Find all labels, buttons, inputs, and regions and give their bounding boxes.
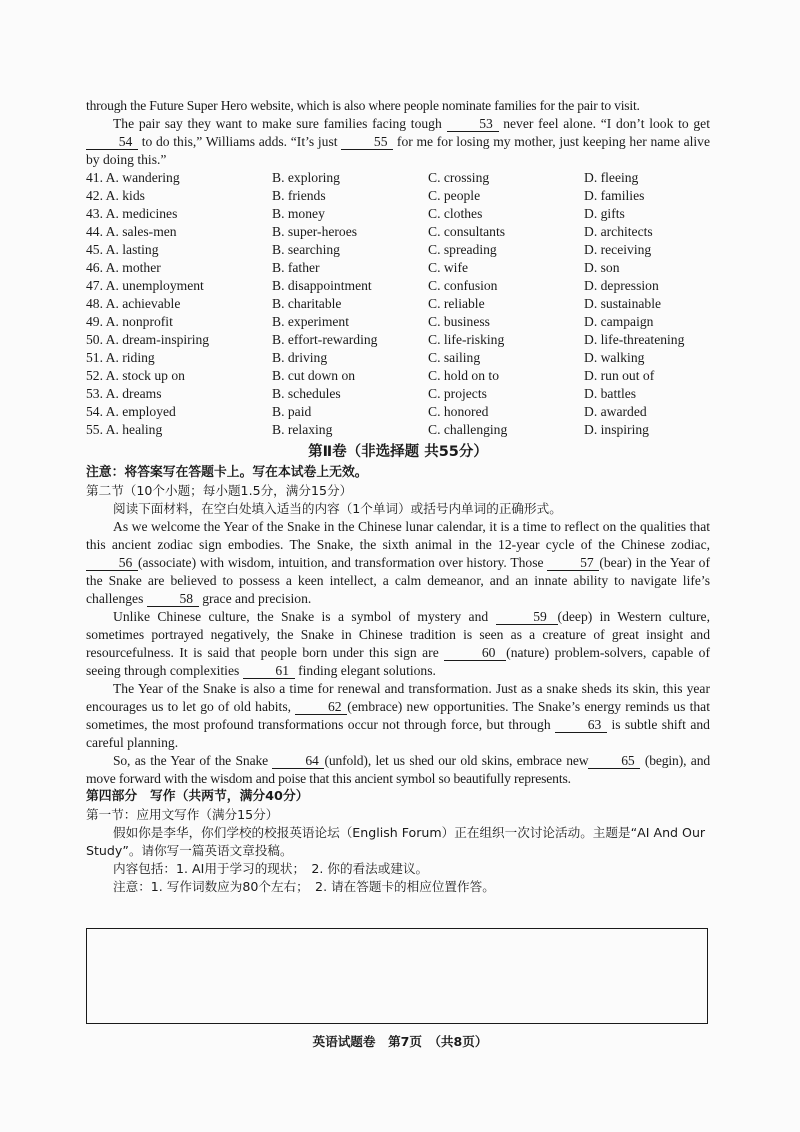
option-row: 41. A. wandering B. exploring C. crossing D. fleeing <box>86 170 639 185</box>
cloze-paragraph-2: Unlike Chinese culture, the Snake is a symbol of mystery and 59 (deep) in Western culture, sometimes portrayed negatively, the Snake in Chinese tradition is seen as a creature of great insight and resourcefulness. It is said that people born under this sign are 60 (nature) problem-solvers, capable of seeing through complexities 61 finding elegant solutions. <box>86 609 710 678</box>
option-row: 44. A. sales-men B. super-heroes C. consultants D. architects <box>86 224 653 239</box>
option-row: 49. A. nonprofit B. experiment C. business D. campaign <box>86 314 654 329</box>
option-row: 45. A. lasting B. searching C. spreading D. receiving <box>86 242 652 257</box>
option-row: 43. A. medicines B. money C. clothes D. gifts <box>86 206 625 221</box>
blank-56: 56 <box>86 555 138 571</box>
option-row: 46. A. mother B. father C. wife D. son <box>86 260 620 275</box>
instruction: 阅读下面材料，在空白处填入适当的内容（1个单词）或括号内单词的正确形式。 <box>113 501 562 516</box>
option-row: 50. A. dream-inspiring B. effort-rewarding C. life-risking D. life-threatening <box>86 332 685 347</box>
passage-paragraph: The pair say they want to make sure families facing tough 53 never feel alone. “I don’t look to get 54 to do this,” Williams adds. “It’s just 55 for me for losing my mother, just keeping her name alive by doing this.” <box>86 116 711 167</box>
cloze-paragraph-4: So, as the Year of the Snake 64 (unfold), let us shed our old skins, embrace new 65 (begin), and move forward with the wisdom and poise that this ancient symbol so beautifully represents. <box>86 753 710 786</box>
blank-55: 55 <box>341 134 393 150</box>
passage-line: through the Future Super Hero website, which is also where people nominate families for the pair to visit. <box>86 98 640 113</box>
option-row: 54. A. employed B. paid C. honored D. awarded <box>86 404 647 419</box>
blank-65: 65 <box>588 753 640 769</box>
answer-box <box>86 928 708 1024</box>
option-row: 42. A. kids B. friends C. people D. families <box>86 188 645 203</box>
blank-53: 53 <box>447 116 499 132</box>
writing-prompt: 假如你是李华，你们学校的校报英语论坛（English Forum）正在组织一次讨论活动。主题是“AI And Our Study”。请你写一篇英语文章投稿。 <box>86 825 706 858</box>
options-list <box>86 169 710 439</box>
part-2-note: 注意：将答案写在答题卡上。写在本试卷上无效。 <box>86 465 368 480</box>
blank-58: 58 <box>147 591 199 607</box>
page-content <box>86 97 710 896</box>
cloze-paragraph-3: The Year of the Snake is also a time for renewal and transformation. Just as a snake sheds its skin, this year encourages us to let go of old habits, 62 (embrace) new opportunities. The Snake’s energy reminds us that sometimes, the most profound transformations occur not through force, but through 63 is subtle shift and careful planning. <box>86 681 710 750</box>
blank-64: 64 <box>272 753 324 769</box>
writing-section-heading: 第一节：应用文写作（满分15分） <box>86 807 279 822</box>
section-heading: 第二节（10个小题；每小题1.5分，满分15分） <box>86 483 353 498</box>
option-row: 53. A. dreams B. schedules C. projects D. battles <box>86 386 637 401</box>
blank-62: 62 <box>295 699 347 715</box>
part-4-heading: 第四部分 写作（共两节，满分40分） <box>86 789 309 804</box>
option-row: 51. A. riding B. driving C. sailing D. walking <box>86 350 645 365</box>
page-footer: 英语试题卷 第7页 （共8页） <box>312 1034 488 1049</box>
option-row: 48. A. achievable B. charitable C. reliable D. sustainable <box>86 296 662 311</box>
blank-63: 63 <box>555 717 607 733</box>
option-row: 55. A. healing B. relaxing C. challenging D. inspiring <box>86 422 649 437</box>
blank-61: 61 <box>243 663 295 679</box>
blank-54: 54 <box>86 134 138 150</box>
option-row: 52. A. stock up on B. cut down on C. hold on to D. run out of <box>86 368 655 383</box>
blank-57: 57 <box>547 555 599 571</box>
option-row: 47. A. unemployment B. disappointment C. confusion D. depression <box>86 278 659 293</box>
cloze-paragraph-1: As we welcome the Year of the Snake in the Chinese lunar calendar, it is a time to reflect on the qualities that this ancient zodiac sign embodies. The Snake, the sixth animal in the 12-year cycle of the Chinese zodiac, 56 (associate) with wisdom, intuition, and transformation over history. Those 57 (bear) in the Year of the Snake are believed to possess a keen intellect, a calm demeanor, and an innate ability to navigate life’s challenges 58 grace and precision. <box>86 519 710 606</box>
part-2-title: 第Ⅱ卷（非选择题 共55分） <box>308 444 488 460</box>
blank-59: 59 <box>496 609 558 625</box>
writing-note-line: 注意：1. 写作词数应为80个左右； 2. 请在答题卡的相应位置作答。 <box>113 879 495 894</box>
writing-content-line: 内容包括：1. AI用于学习的现状； 2. 你的看法或建议。 <box>113 861 429 876</box>
blank-60: 60 <box>444 645 506 661</box>
